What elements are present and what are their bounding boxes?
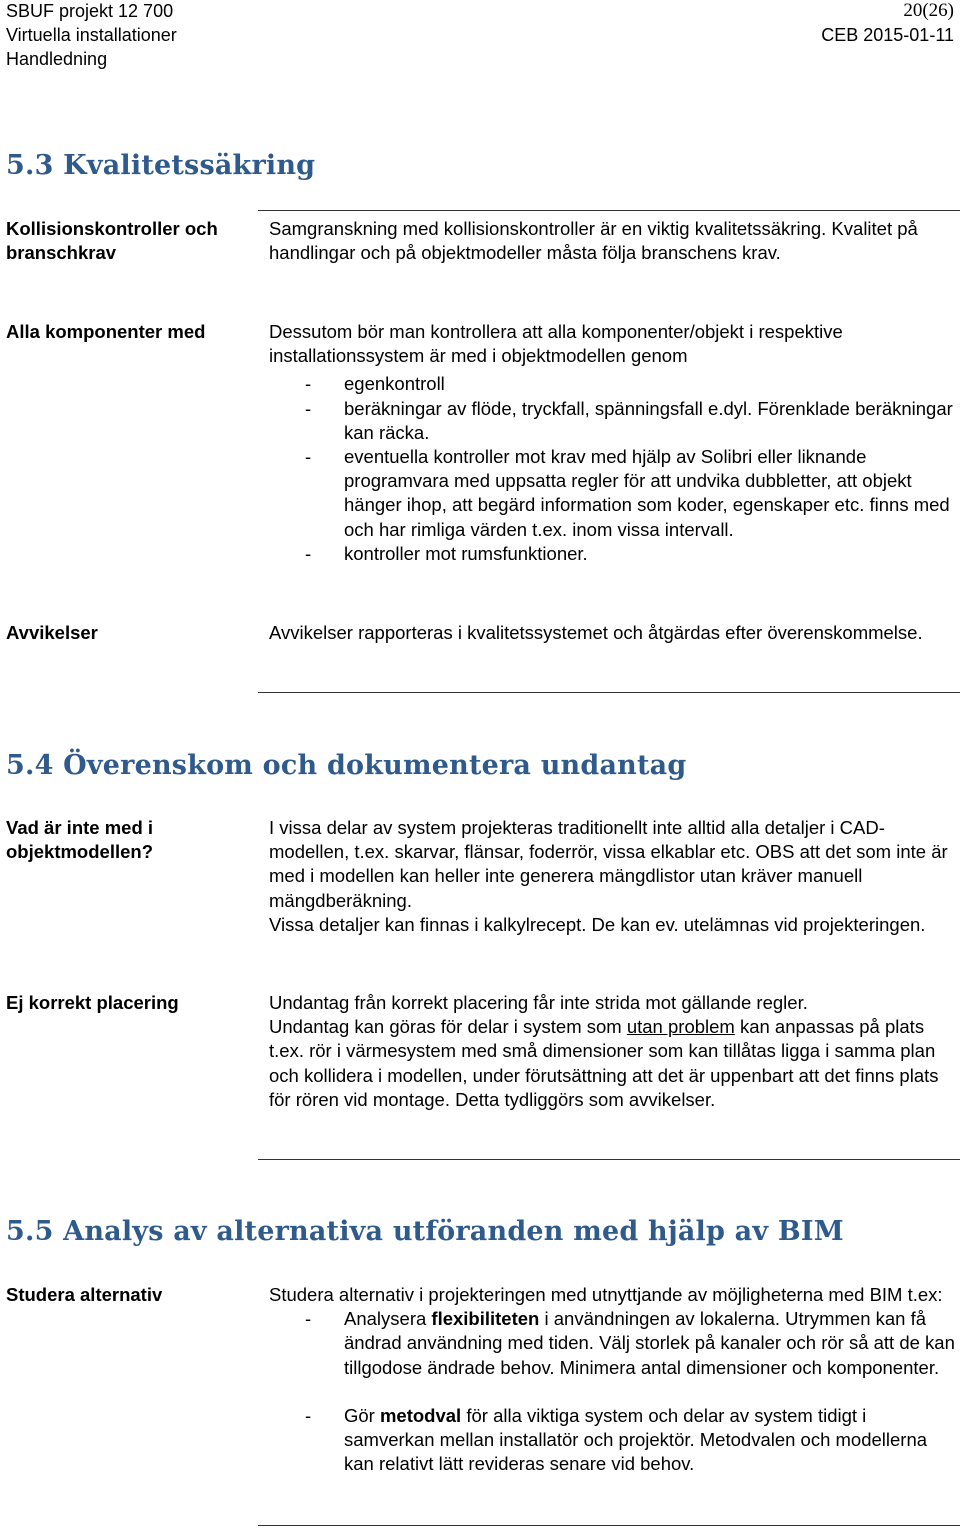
text-avvikelser: Avvikelser rapporteras i kvalitetssystemet och åtgärdas efter överenskommelse.: [269, 622, 923, 643]
label-vad-ar-inte-med: Vad är inte med i objektmodellen?: [6, 817, 154, 862]
text-kalkylrecept: Vissa detaljer kan finnas i kalkylrecept. De kan ev. utelämnas vid projekteringen.: [269, 913, 926, 935]
divider: [258, 692, 960, 693]
section-heading-5-3: 5.3 Kvalitetssäkring: [6, 150, 316, 181]
block-alla-komponenter: [269, 320, 957, 566]
emphasis-flexibiliteten: flexibiliteten: [431, 1308, 540, 1330]
divider: [258, 210, 960, 211]
header-project: SBUF projekt 12 700: [6, 1, 174, 21]
document-header-right: [821, 0, 954, 47]
list-item: - Analysera flexibiliteten i användningen av lokalerna. Utrymmen kan få ändrad användning med tiden. Välj storlek på kanaler och rör så att de kan tillgodose ändrade behov. Minimera antal dimensioner och komponenter.: [305, 1308, 955, 1378]
emphasis-metodval: metodval: [379, 1404, 462, 1426]
text-undantag-regler: Undantag från korrekt placering får inte strida mot gällande regler.: [269, 992, 808, 1013]
list-item: - eventuella kontroller mot krav med hjälp av Solibri eller liknande programvara med uppsatta regler för att undvika dubbletter, att objekt hänger ihop, att begärd information som koder, egenskaper etc. finns med och har rimliga värden t.ex. inom vissa intervall.: [305, 446, 950, 540]
list-item: - kontroller mot rumsfunktioner.: [305, 542, 588, 564]
block-ej-korrekt-placering: [269, 991, 957, 1112]
block-vad-ar-inte-med: [269, 816, 957, 937]
list-item: - Gör metodval för alla viktiga system och delar av system tidigt i samverkan mellan installatör och projektör. Metodvalen och modellerna kan relativt lätt revideras senare vid behov.: [305, 1404, 928, 1475]
text-vad-ar-inte-med: I vissa delar av system projekteras traditionellt inte alltid alla detaljer i CAD-modellen, t.ex. skarvar, flänsar, foderrör, vissa elkablar etc. OBS att det som inte är med i modellen kan heller inte generera mängdlistor utan kräver manuell mängdberäkning.: [269, 817, 948, 911]
divider: [258, 1159, 960, 1160]
label-alla-komponenter: Alla komponenter med: [6, 321, 206, 342]
document-header-left: [6, 0, 177, 71]
header-subtitle: Virtuella installationer: [6, 25, 177, 45]
section-heading-5-4: 5.4 Överenskom och dokumentera undantag: [6, 750, 687, 781]
label-avvikelser: Avvikelser: [6, 622, 98, 643]
divider: [258, 1525, 960, 1526]
text-alla-komponenter: Dessutom bör man kontrollera att alla komponenter/objekt i respektive installationssystem är med i objektmodellen genom: [269, 321, 843, 367]
page-number: 20(26): [903, 0, 954, 21]
list-item: - egenkontroll: [305, 373, 445, 395]
list-spacer: [269, 1380, 957, 1404]
text-kollisionskontroller: Samgranskning med kollisionskontroller är en viktig kvalitetssäkring. Kvalitet på handlingar och på objektmodeller måsta följa branschens krav.: [269, 218, 918, 264]
bullet-list: [269, 1307, 957, 1476]
section-heading-5-5: 5.5 Analys av alternativa utföranden med hjälp av BIM: [6, 1216, 844, 1247]
underlined-phrase: utan problem: [626, 1016, 735, 1038]
label-kollisionskontroller: Kollisionskontroller och branschkrav: [6, 218, 218, 263]
list-item: - beräkningar av flöde, tryckfall, spänningsfall e.dyl. Förenklade beräkningar kan räcka.: [305, 397, 953, 443]
bullet-list: [269, 372, 957, 566]
block-studera-alternativ: [269, 1283, 957, 1476]
label-studera-alternativ: Studera alternativ: [6, 1284, 163, 1305]
text-studera-alternativ: Studera alternativ i projekteringen med utnyttjande av möjligheterna med BIM t.ex:: [269, 1284, 943, 1305]
header-doc-type: Handledning: [6, 49, 108, 69]
text-undantag-detalj: Undantag kan göras för delar i system som utan problem kan anpassas på plats t.ex. rör i värmesystem med små dimensioner som kan tillåtas ligga i samma plan och kollidera i modellen, under förutsättning att det är uppenbart att det finns plats för rören vid montage. Detta tydliggörs som avvikelser.: [269, 1016, 939, 1110]
header-date: CEB 2015-01-11: [821, 25, 954, 45]
label-ej-korrekt-placering: Ej korrekt placering: [6, 992, 179, 1013]
